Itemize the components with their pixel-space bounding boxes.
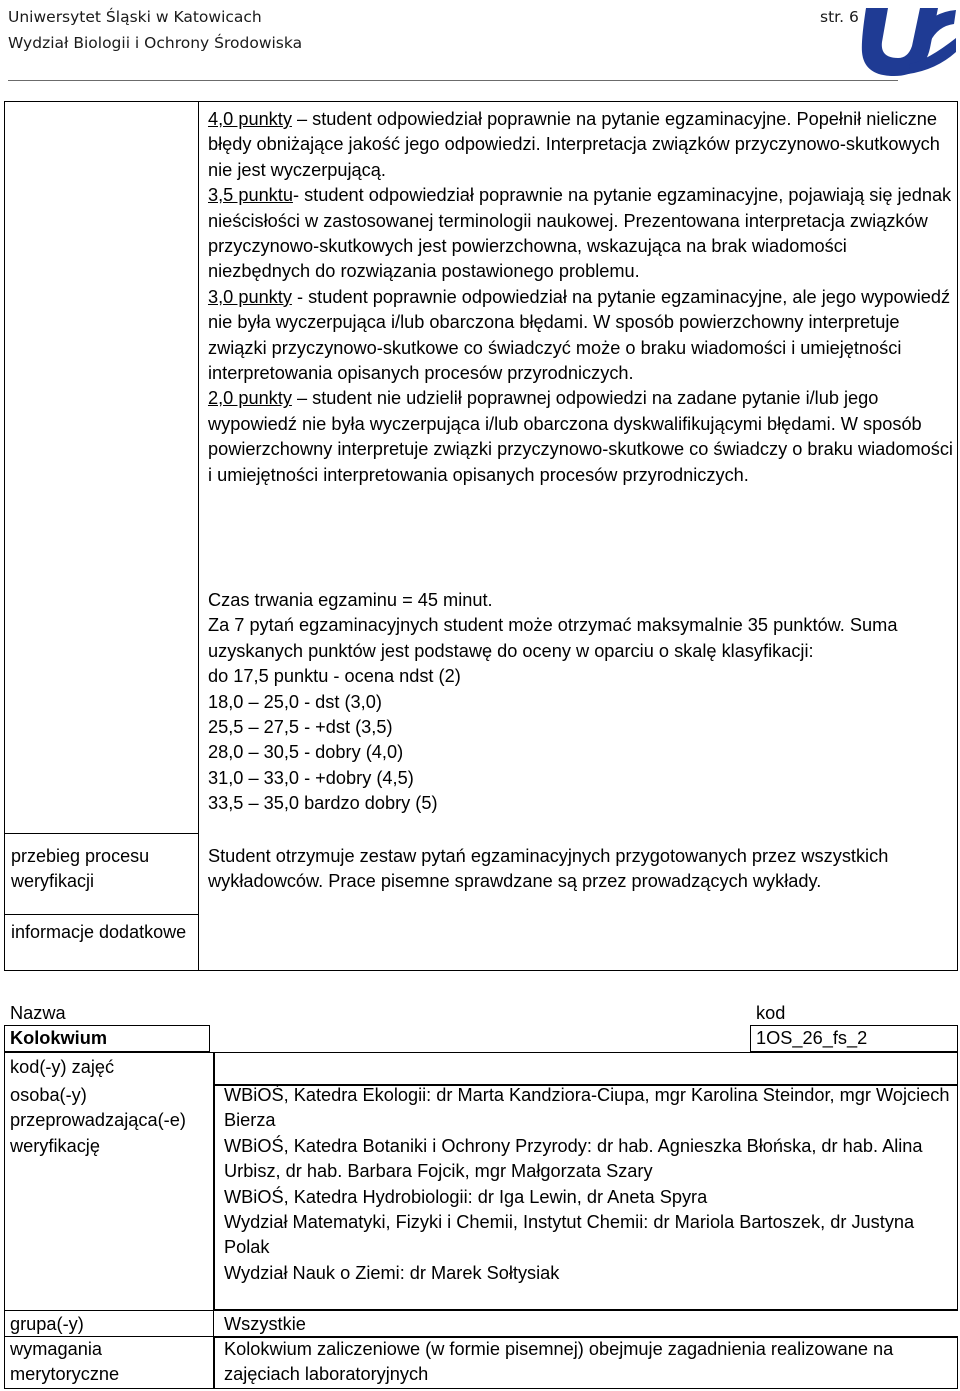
scale-item: 18,0 – 25,0 - dst (3,0) <box>208 691 382 712</box>
criterion-3-5 <box>208 183 953 285</box>
header-divider <box>8 80 898 81</box>
criterion-3-5-label: 3,5 punktu <box>208 185 293 206</box>
scale-item: 31,0 – 33,0 - +dobry (4,5) <box>208 767 414 788</box>
criterion-2-0-text: – student nie udzielił poprawnej odpowiedzi na zadane pytanie i/lub jego wypowiedź nie była wyczerpująca i/lub obarczona dyskwalifikującymi błędami. W sposób powierzchowny interpretuje związki przyczynowo-skutkowe co świadczy o braku wiadomości i umiejętności interpretowania opisanych procesów przyrodniczych. <box>208 388 953 485</box>
persons-label: osoba(-y) przeprowadzająca(-e) weryfikację <box>10 1085 186 1156</box>
criterion-3-0-label: 3,0 punkty <box>208 286 292 307</box>
groups-label: grupa(-y) <box>10 1314 84 1334</box>
requirements-value: Kolokwium zaliczeniowe (w formie pisemnej) obejmuje zagadnienia realizowane na zajęciach laboratoryjnych <box>224 1339 894 1385</box>
table-row-divider <box>5 833 198 834</box>
additional-info-label: informacje dodatkowe <box>11 922 187 942</box>
exam-info <box>208 588 953 817</box>
table-column-divider <box>198 102 199 970</box>
scale-item: 33,5 – 35,0 bardzo dobry (5) <box>208 793 438 814</box>
person-entry: Wydział Nauk o Ziemi: dr Marek Sołtysiak <box>224 1262 560 1283</box>
criterion-3-5-text: - student odpowiedział poprawnie na pytanie egzaminacyjne, pojawiają się jednak nieścisłości w zastosowanej terminologii naukowej. Prezentowana interpretacja związków przyczynowo-skutkowych jest powierzchowna, wskazująca na brak wiadomości niezbędnych do rozwiązania postawionego problemu. <box>208 185 952 282</box>
grading-criteria <box>208 107 953 488</box>
code-value: 1OS_26_fs_2 <box>756 1028 868 1048</box>
procedure-label: przebieg procesu weryfikacji <box>11 846 150 891</box>
person-entry: WBiOŚ, Katedra Ekologii: dr Marta Kandziora-Ciupa, mgr Karolina Steindor, mgr Wojciech Bierza <box>224 1085 950 1131</box>
exam-duration: Czas trwania egzaminu = 45 minut. <box>208 590 493 610</box>
exam-intro: Za 7 pytań egzaminacyjnych student może otrzymać maksymalnie 35 punktów. Suma uzyskanych punktów jest podstawę do oceny w oparciu o skalę klasyfikacji: <box>208 615 898 661</box>
name-value: Kolokwium <box>10 1028 108 1048</box>
groups-value: Wszystkie <box>224 1314 306 1334</box>
grading-table <box>4 101 958 971</box>
criterion-4-0-text: – student odpowiedział poprawnie na pytanie egzaminacyjne. Popełnił nieliczne błędy obniżające jakość jego odpowiedzi. Interpretacja związków przyczynowo-skutkowych nie jest wyczerpującą. <box>208 109 940 180</box>
university-name: Uniwersytet Śląski w Katowicach <box>8 8 262 26</box>
page-header <box>8 4 859 56</box>
kolokwium-table <box>4 1001 958 1389</box>
procedure-text: Student otrzymuje zestaw pytań egzaminacyjnych przygotowanych przez wszystkich wykładowców. Prace pisemne sprawdzane są przez prowadzących wykłady. <box>208 846 889 892</box>
scale-item: 25,5 – 27,5 - +dst (3,5) <box>208 717 393 738</box>
scale-item: do 17,5 punktu - ocena ndst (2) <box>208 666 461 687</box>
criterion-4-0 <box>208 107 953 183</box>
person-entry: WBiOŚ, Katedra Hydrobiologii: dr Iga Lewin, dr Aneta Spyra <box>224 1186 708 1207</box>
criterion-2-0 <box>208 386 953 488</box>
faculty-name: Wydział Biologii i Ochrony Środowiska <box>8 34 303 52</box>
person-entry: Wydział Matematyki, Fizyki i Chemii, Instytut Chemii: dr Mariola Bartoszek, dr Justyna Polak <box>224 1212 915 1258</box>
criterion-2-0-label: 2,0 punkty <box>208 388 292 409</box>
page-number: str. 6 <box>820 8 859 26</box>
university-logo <box>858 2 958 80</box>
classes-label: kod(-y) zajęć <box>10 1057 115 1077</box>
classes-cell <box>214 1052 958 1085</box>
criterion-3-0 <box>208 285 953 387</box>
criterion-3-0-text: - student poprawnie odpowiedział na pytanie egzaminacyjne, ale jego wypowiedź nie była wyczerpująca i/lub obarczona błędami. W sposób powierzchowny interpretuje związki przyczynowo-skutkowe co świadczyć może o braku wiadomości i umiejętności interpretowania opisanych procesów przyrodniczych. <box>208 286 951 384</box>
persons-list <box>224 1083 952 1286</box>
groups-row <box>4 1310 958 1337</box>
person-entry: WBiOŚ, Katedra Botaniki i Ochrony Przyrody: dr hab. Agnieszka Błońska, dr hab. Alina Urbisz, dr hab. Barbara Fojcik, mgr Małgorzata Szary <box>224 1135 923 1182</box>
table-row-divider <box>5 914 198 915</box>
requirements-label: wymagania merytoryczne <box>10 1339 120 1385</box>
code-label: kod <box>756 1003 786 1023</box>
scale-item: 28,0 – 30,5 - dobry (4,0) <box>208 742 404 763</box>
name-label: Nazwa <box>10 1003 66 1023</box>
criterion-4-0-label: 4,0 punkty <box>208 109 292 129</box>
